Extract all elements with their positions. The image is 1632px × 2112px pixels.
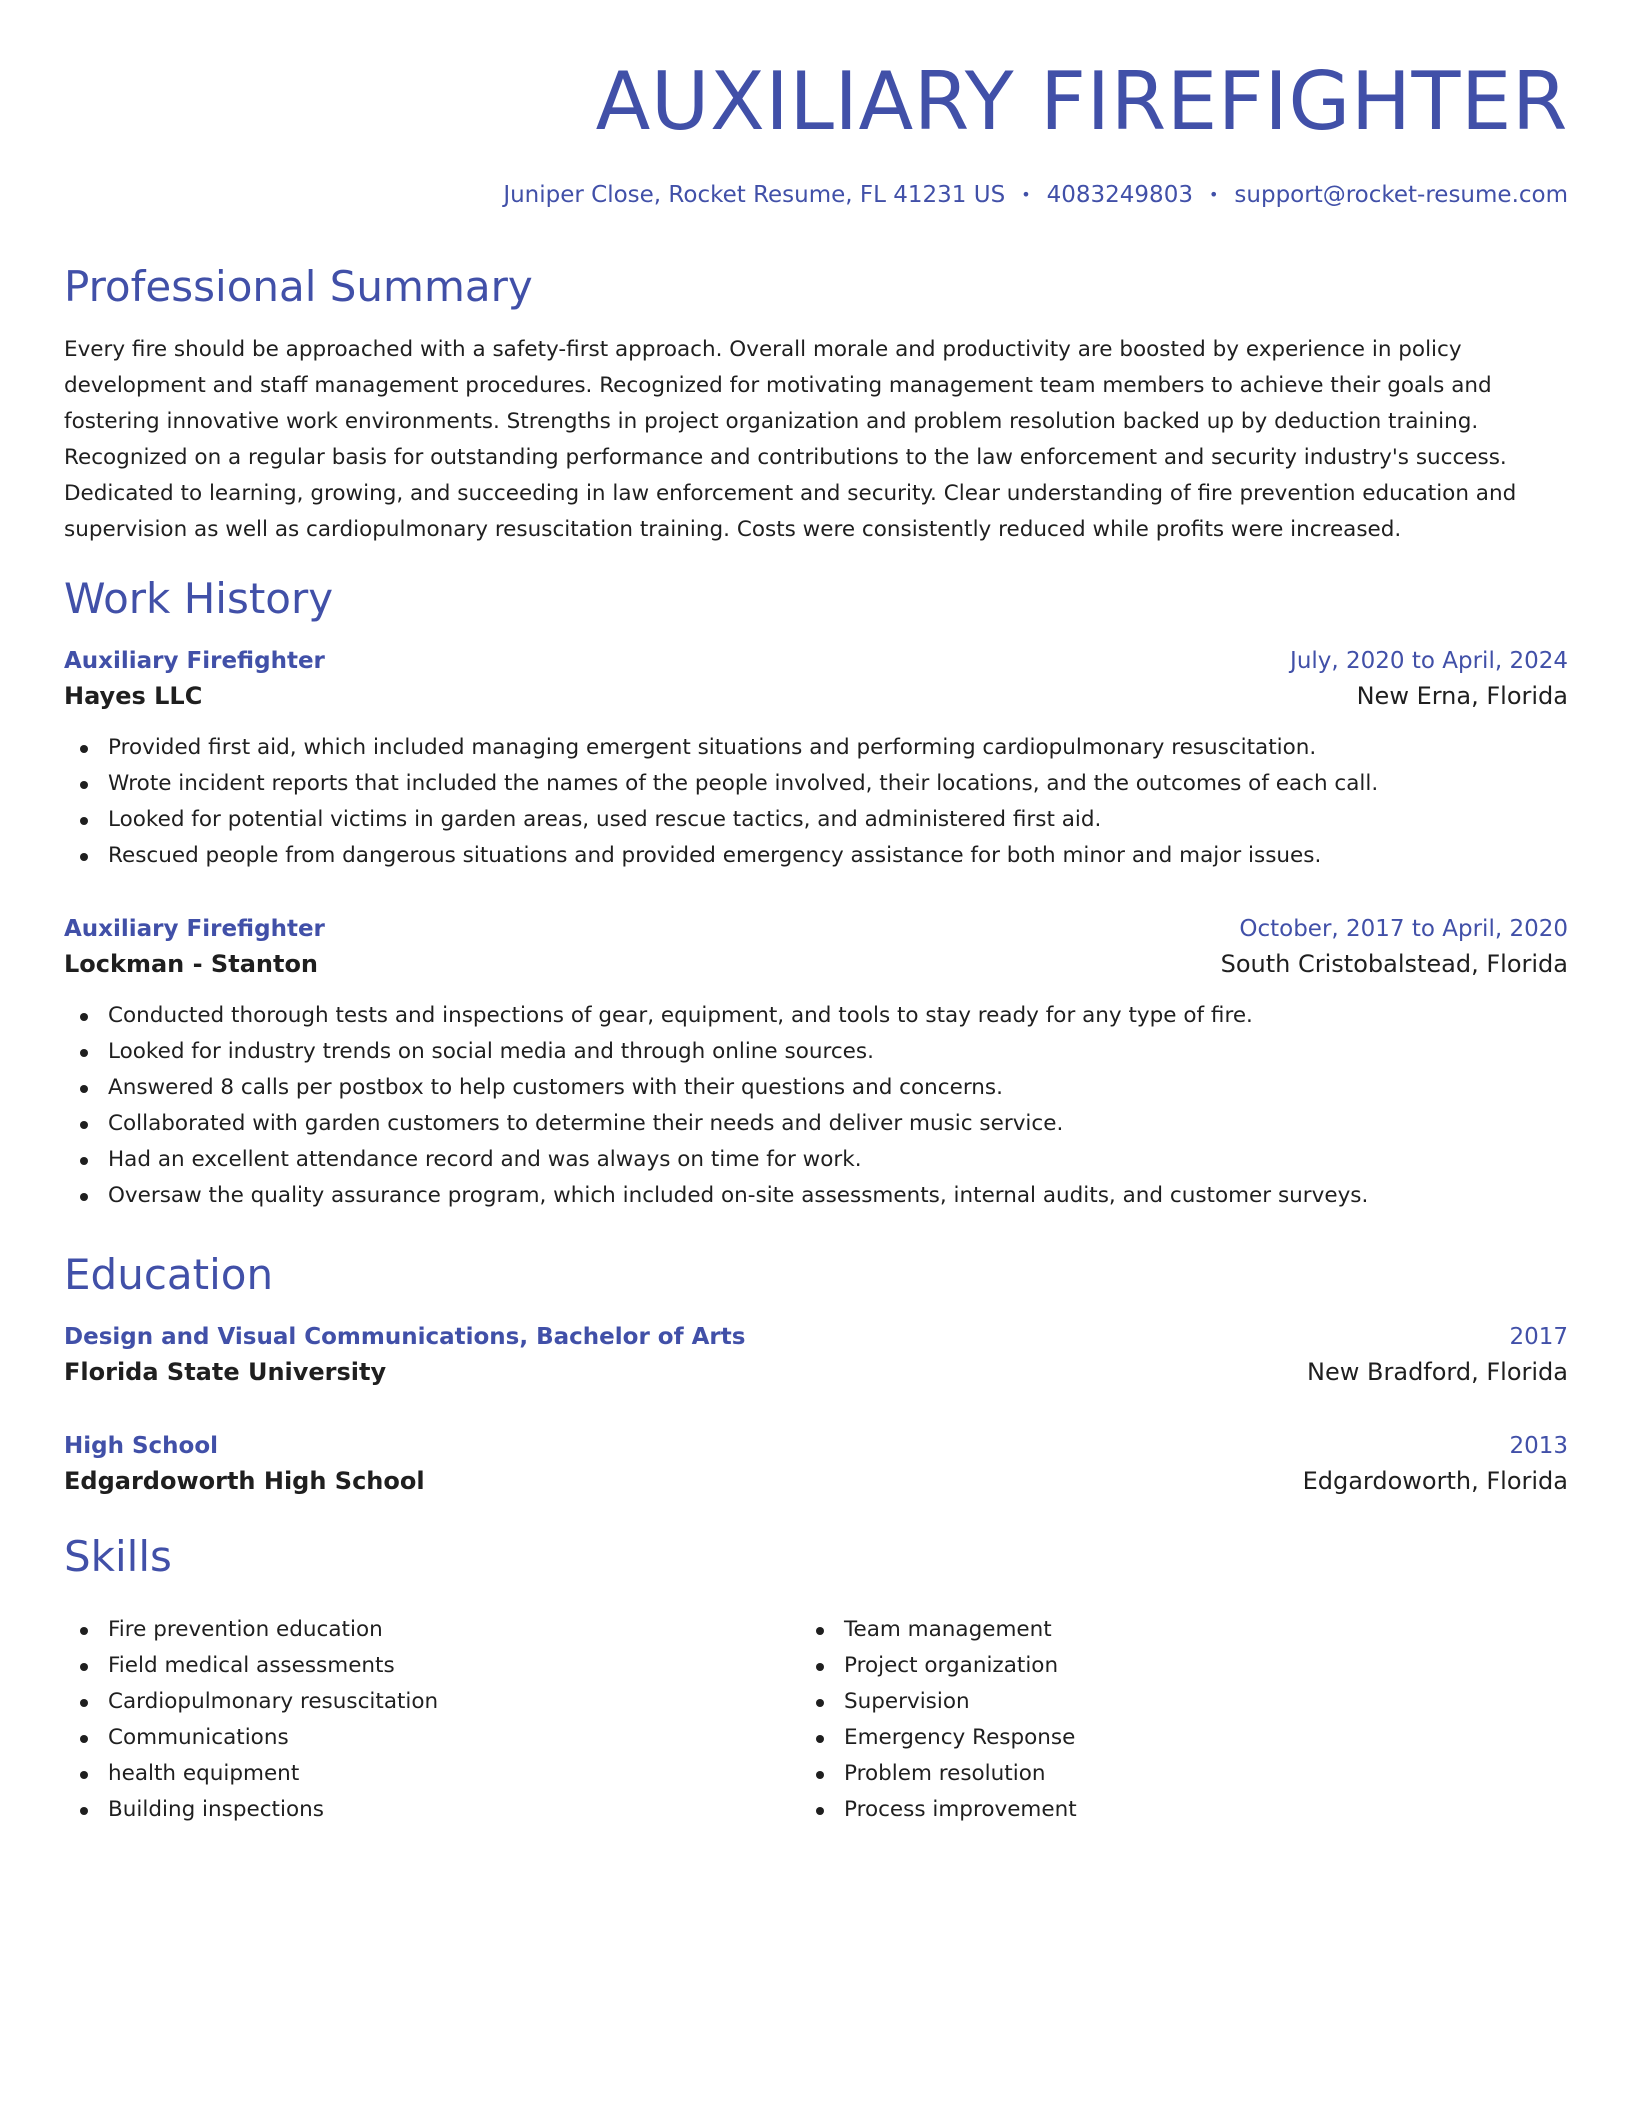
- job-bullet: Conducted thorough tests and inspections of gear, equipment, and tools to stay ready for any type of fire.: [64, 998, 1568, 1034]
- education-entry: [64, 1322, 1568, 1388]
- job-bullet: Oversaw the quality assurance program, which included on-site assessments, internal audits, and customer surveys.: [64, 1178, 1568, 1214]
- job-bullet: Had an excellent attendance record and was always on time for work.: [64, 1142, 1568, 1178]
- skills-heading: Skills: [64, 1532, 172, 1581]
- skill-item: Cardiopulmonary resuscitation: [64, 1684, 764, 1720]
- education-header-row: [64, 1322, 1568, 1352]
- job-bullet: Rescued people from dangerous situations and provided emergency assistance for both minor and major issues.: [64, 838, 1568, 874]
- education-degree: High School: [64, 1433, 219, 1459]
- education-degree: Design and Visual Communications, Bachelor of Arts: [64, 1324, 746, 1350]
- contact-address: Juniper Close, Rocket Resume, FL 41231 US: [503, 182, 1006, 208]
- education-location: New Bradford, Florida: [1307, 1358, 1568, 1386]
- job-location: South Cristobalstead, Florida: [1220, 950, 1568, 978]
- skill-item: Field medical assessments: [64, 1648, 764, 1684]
- job-bullets: [64, 998, 1568, 1214]
- job-location: New Erna, Florida: [1356, 682, 1568, 710]
- job-company-row: [64, 680, 1568, 712]
- education-header-row: [64, 1431, 1568, 1461]
- summary-heading: Professional Summary: [64, 262, 533, 311]
- skill-item: Supervision: [800, 1684, 1500, 1720]
- education-heading: Education: [64, 1250, 274, 1299]
- resume-name: AUXILIARY FIREFIGHTER: [595, 55, 1568, 148]
- skill-item: Problem resolution: [800, 1756, 1500, 1792]
- education-school: Florida State University: [64, 1358, 387, 1386]
- job-bullet: Collaborated with garden customers to determine their needs and deliver music service.: [64, 1106, 1568, 1142]
- education-year: 2017: [1509, 1324, 1568, 1350]
- skill-item: Process improvement: [800, 1792, 1500, 1828]
- summary-text: Every fire should be approached with a safety-first approach. Overall morale and productivity are boosted by experience in policy development and staff management procedures. Recognized for motivating management team members to achieve their goals and fostering innovative work environments. Strengths in project organization and problem resolution backed up by deduction training. Recognized on a regular basis for outstanding performance and contributions to the law enforcement and security industry's success. Dedicated to learning, growing, and succeeding in law enforcement and security. Clear understanding of fire prevention education and supervision as well as cardiopulmonary resuscitation training. Costs were consistently reduced while profits were increased.: [64, 337, 1517, 542]
- contact-phone[interactable]: 4083249803: [1046, 182, 1193, 208]
- skill-item: Communications: [64, 1720, 764, 1756]
- job-entry: [64, 914, 1568, 1214]
- skill-item: Emergency Response: [800, 1720, 1500, 1756]
- contact-line: [503, 180, 1568, 210]
- work-history-heading: Work History: [64, 574, 334, 623]
- skills-list-left: [64, 1612, 764, 1828]
- job-entry: [64, 646, 1568, 874]
- skill-item: health equipment: [64, 1756, 764, 1792]
- job-company-row: [64, 948, 1568, 980]
- skill-item: Fire prevention education: [64, 1612, 764, 1648]
- job-role: Auxiliary Firefighter: [64, 916, 325, 942]
- contact-separator: •: [1208, 185, 1219, 204]
- skill-item: Team management: [800, 1612, 1500, 1648]
- job-bullet: Answered 8 calls per postbox to help customers with their questions and concerns.: [64, 1070, 1568, 1106]
- job-company: Lockman - Stanton: [64, 950, 319, 978]
- job-dates: October, 2017 to April, 2020: [1239, 916, 1568, 942]
- job-header-row: [64, 646, 1568, 676]
- job-bullet: Provided first aid, which included managing emergent situations and performing cardiopulmonary resuscitation.: [64, 730, 1568, 766]
- job-bullet: Looked for potential victims in garden areas, used rescue tactics, and administered first aid.: [64, 802, 1568, 838]
- education-school-row: [64, 1356, 1568, 1388]
- education-location: Edgardoworth, Florida: [1302, 1467, 1568, 1495]
- education-year: 2013: [1509, 1433, 1568, 1459]
- job-bullet: Wrote incident reports that included the names of the people involved, their locations, and the outcomes of each call.: [64, 766, 1568, 802]
- contact-separator: •: [1021, 185, 1031, 204]
- job-company: Hayes LLC: [64, 682, 203, 710]
- job-role: Auxiliary Firefighter: [64, 648, 325, 674]
- job-dates: July, 2020 to April, 2024: [1290, 648, 1568, 674]
- job-header-row: [64, 914, 1568, 944]
- education-school: Edgardoworth High School: [64, 1467, 425, 1495]
- contact-email[interactable]: support@rocket-resume.com: [1234, 182, 1568, 208]
- job-bullets: [64, 730, 1568, 874]
- education-entry: [64, 1431, 1568, 1497]
- job-bullet: Looked for industry trends on social media and through online sources.: [64, 1034, 1568, 1070]
- skill-item: Project organization: [800, 1648, 1500, 1684]
- skill-item: Building inspections: [64, 1792, 764, 1828]
- skills-list-right: [800, 1612, 1500, 1828]
- education-school-row: [64, 1465, 1568, 1497]
